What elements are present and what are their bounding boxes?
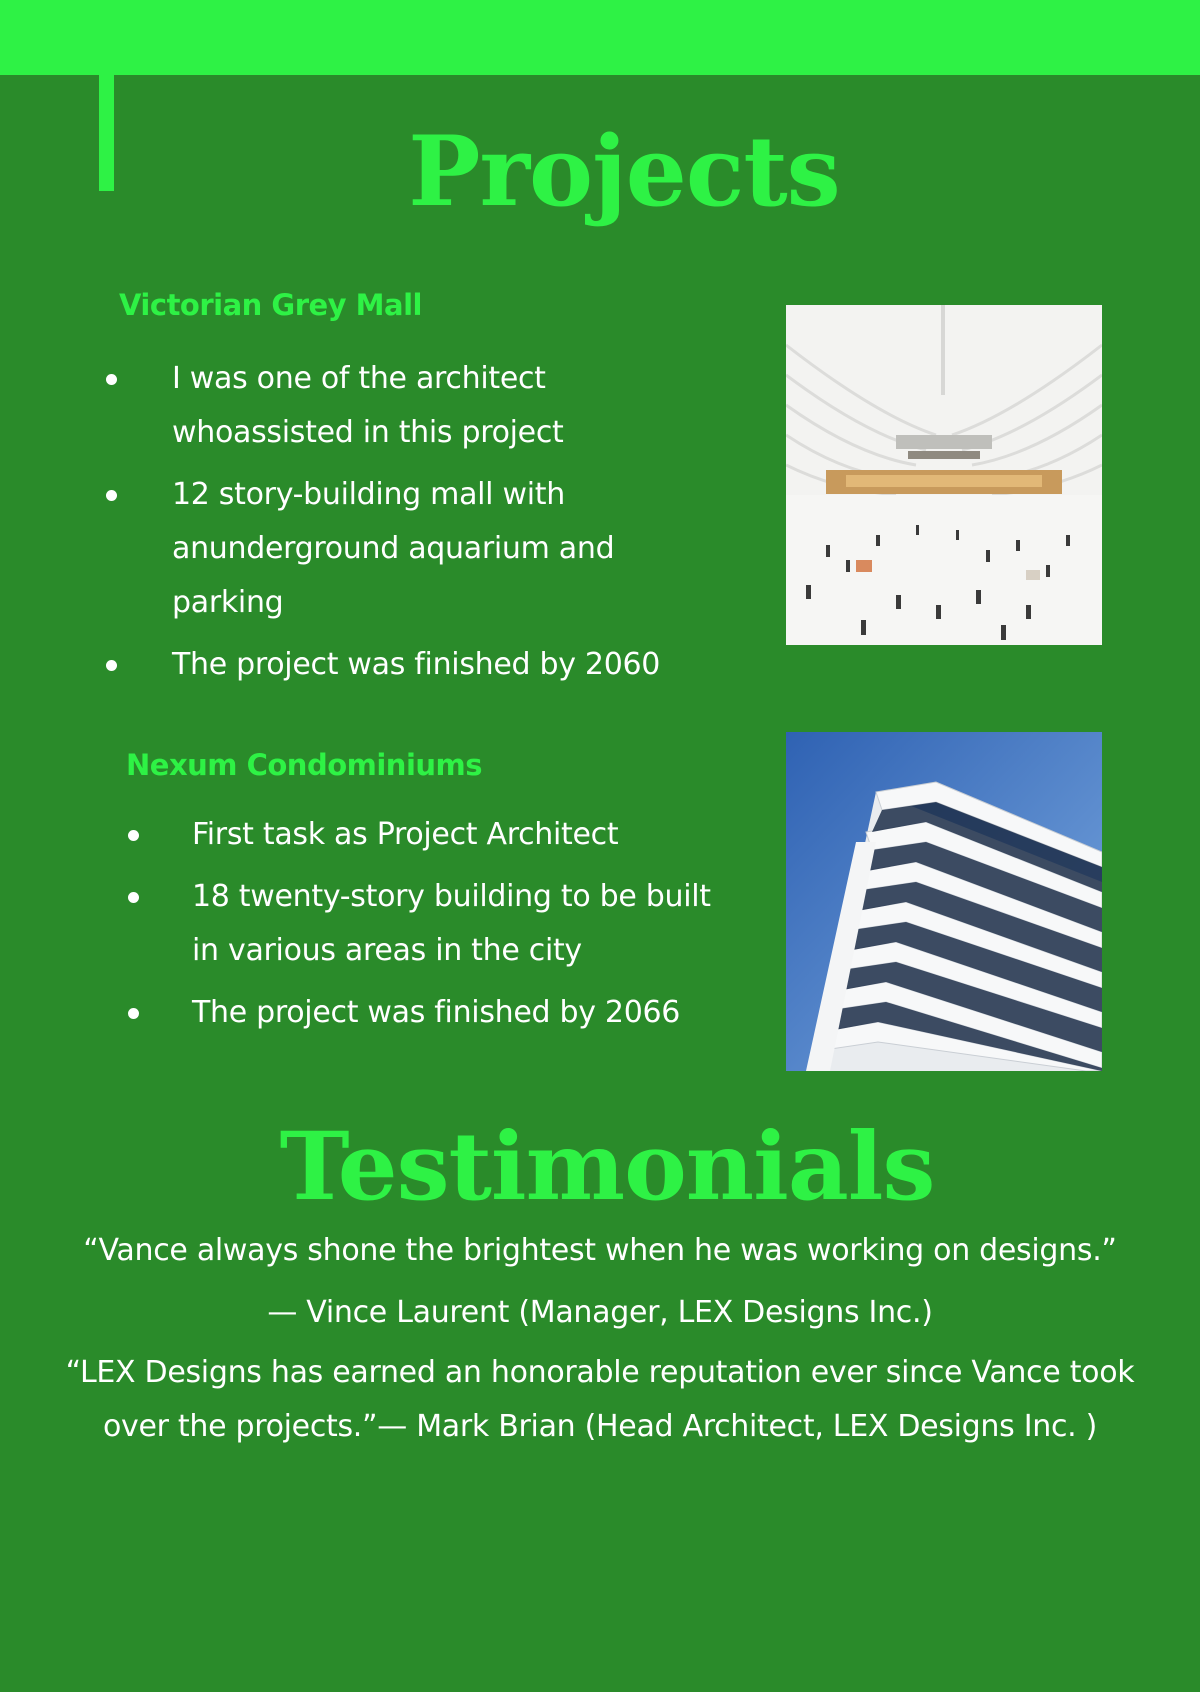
project-title-victorian-grey-mall: Victorian Grey Mall [119,288,422,322]
list-item: I was one of the architect whoassisted in this project [172,352,712,460]
testimonials-heading: Testimonials [279,1112,935,1222]
list-item: 18 twenty-story building to be built in various areas in the city [192,870,732,978]
list-item: The project was finished by 2066 [192,986,732,1040]
condominium-building-photo [786,732,1102,1071]
top-accent-band [0,0,1200,75]
project-bullet-list [172,352,712,700]
list-item: 12 story-building mall with anunderground aquarium and parking [172,468,712,630]
mall-interior-photo [786,305,1102,645]
projects-heading: Projects [408,115,840,228]
project-title-nexum-condominiums: Nexum Condominiums [126,748,483,782]
list-item: The project was finished by 2060 [172,638,712,692]
testimonial-quote-with-author: “LEX Designs has earned an honorable reputation ever since Vance took over the projects.”— Mark Brian (Head Architect, LEX Designs Inc. ) [65,1355,1135,1444]
testimonial-quote: “Vance always shone the brightest when he was working on designs.” [83,1233,1117,1268]
list-item: First task as Project Architect [192,808,732,862]
project-bullet-list [192,808,732,1048]
testimonial-author: — Vince Laurent (Manager, LEX Designs Inc.) [267,1295,933,1330]
